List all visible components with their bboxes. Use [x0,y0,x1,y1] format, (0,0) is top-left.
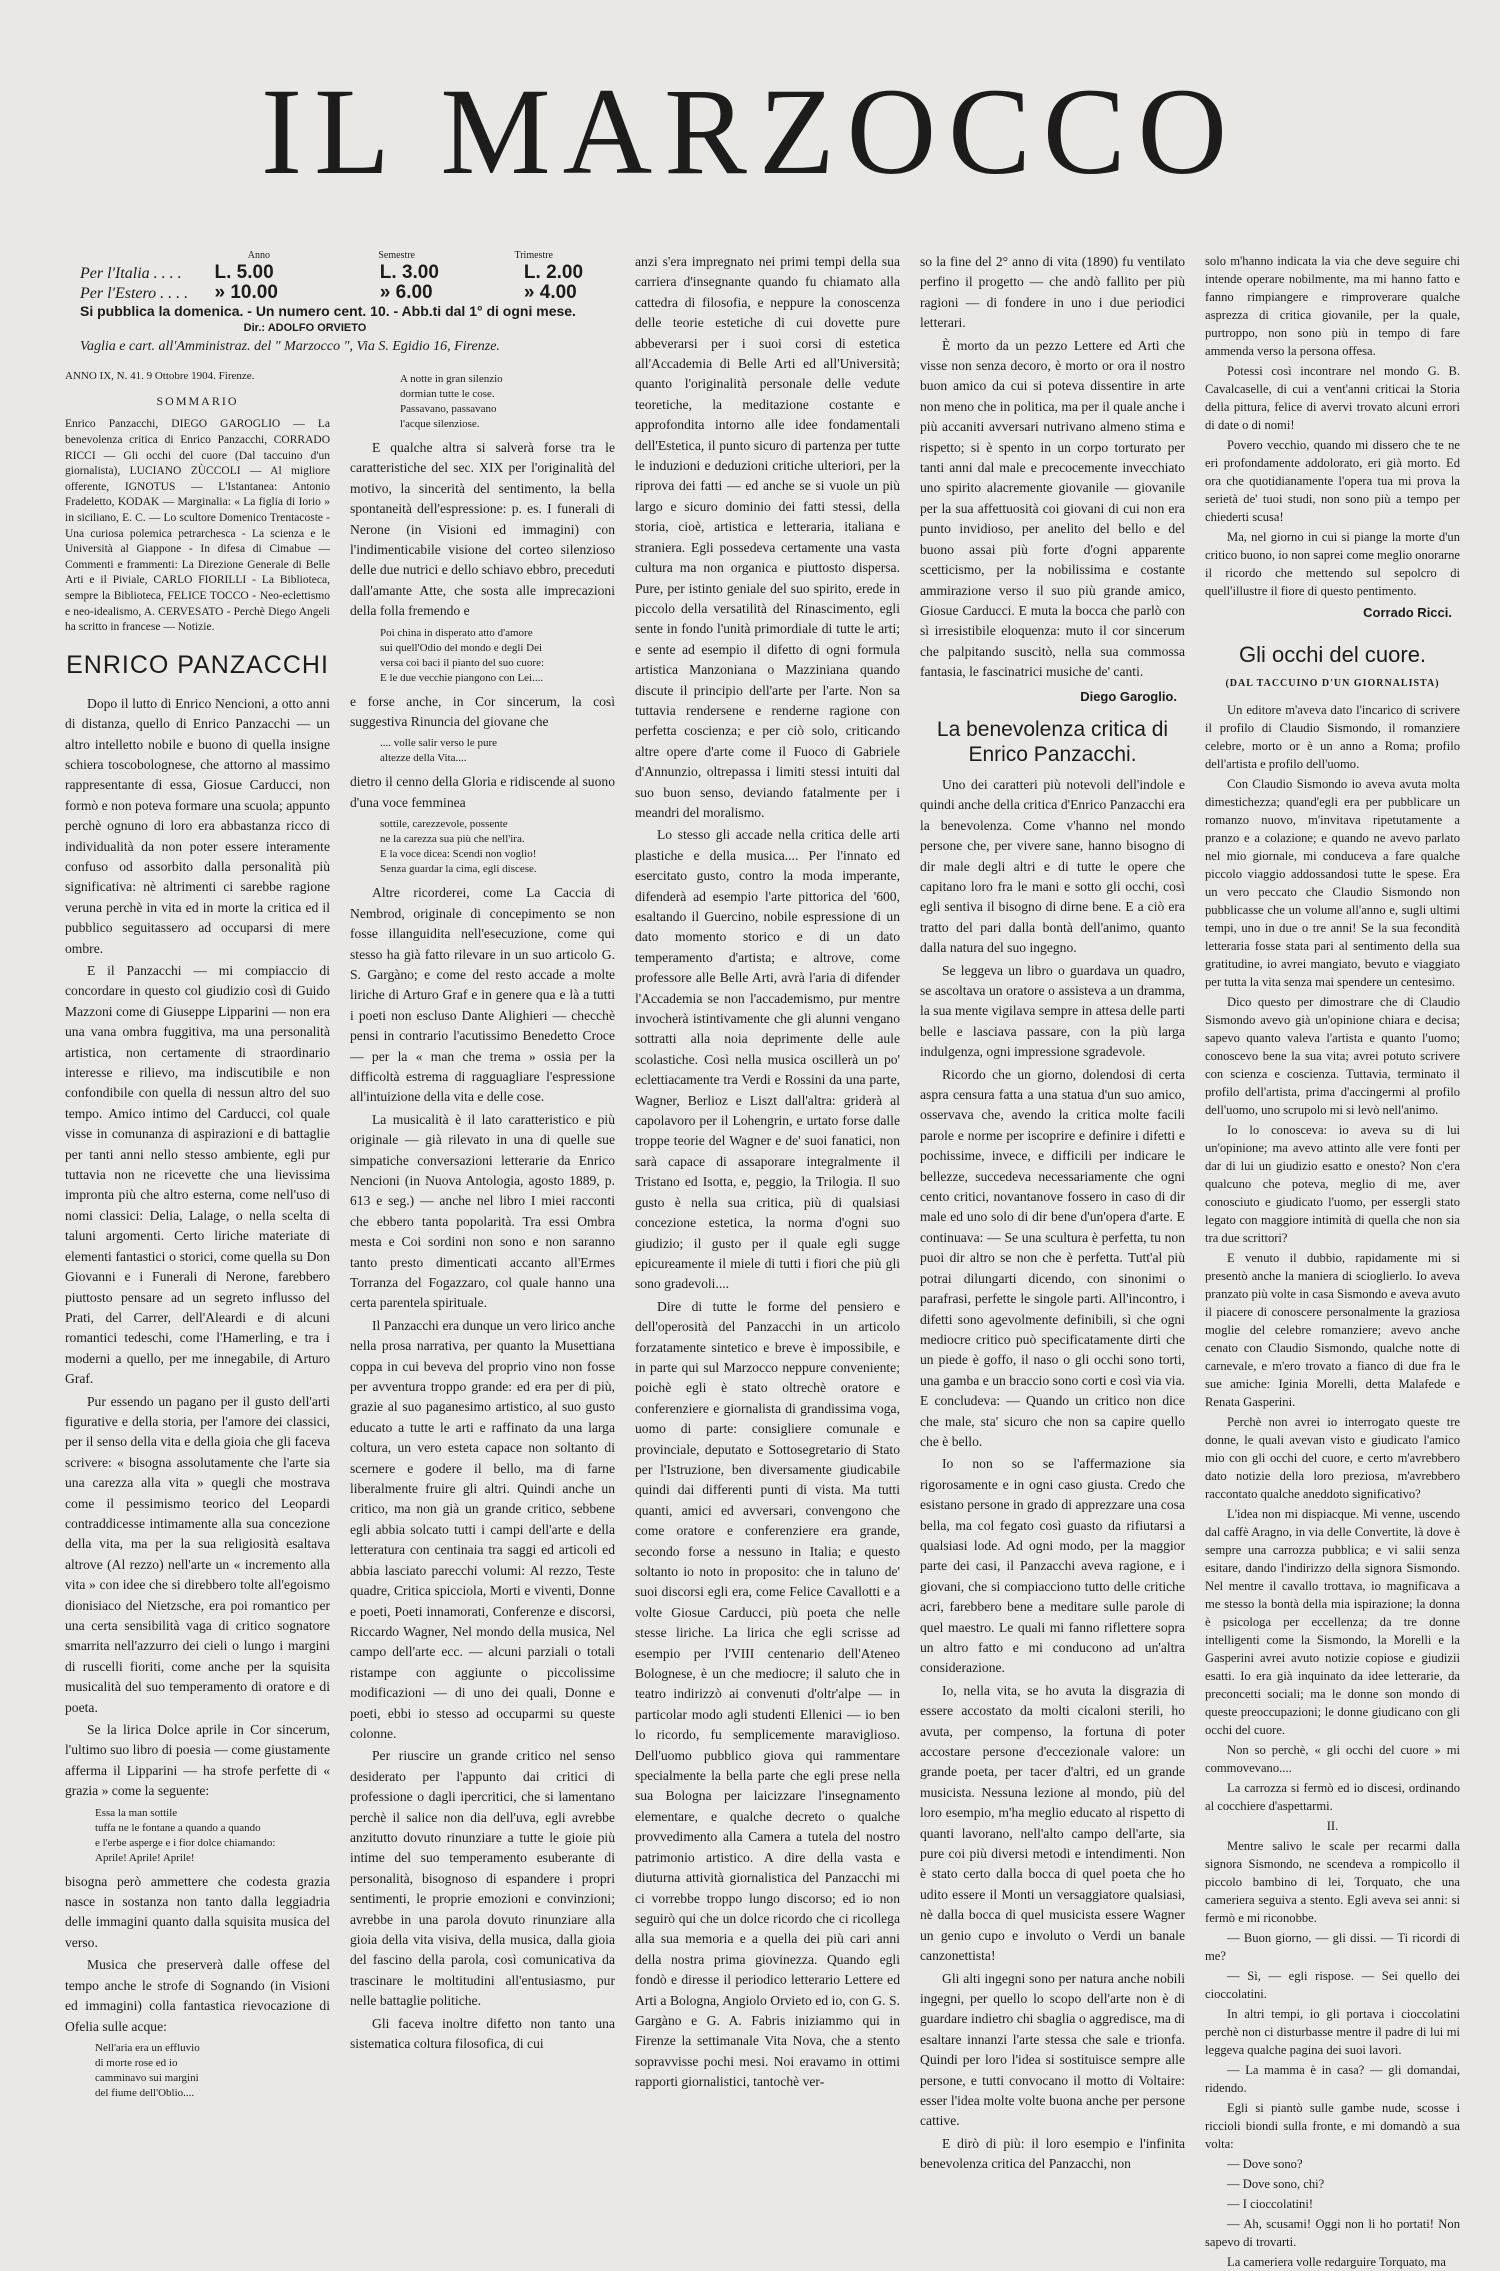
verse-line: A notte in gran silenzio [400,373,503,385]
paragraph: — Ah, scusami! Oggi non li ho portati! Non sapevo di trovarti. [1205,2217,1460,2249]
publish-line: Si pubblica la domenica. - Un numero cent. 10. - Abb.ti dal 1° di ogni mese. [80,303,576,319]
estero-label: Per l'Estero . . . . [80,285,189,302]
paragraph: Povero vecchio, quando mi dissero che te ne eri profondamente addolorato, eri già morto. Ed ora che quotidianamente l'opera tua mi prova la serietà de' tuoi studi, non sono più a tempo per chiederti scusa! [1205,438,1460,524]
paragraph: e forse anche, in Cor sincerum, la così suggestiva Rinuncia del giovane che [350,693,615,730]
verse-block [380,626,615,686]
verse-line: e l'erbe asperge e i fior dolce chiamando: [95,1836,276,1849]
paragraph: Gli faceva inoltre difetto non tanto una sistematica coltura filosofica, di cui [350,2015,615,2052]
paragraph: Musica che preserverà dalle offese del tempo anche le strofe di Sognando (in Visioni ed immagini) colla fantastica rievocazione di Ofelia sulle acque: [65,1957,330,2034]
sommario-title: SOMMARIO [156,394,239,408]
column-5 [1205,252,1460,2269]
paragraph: anzi s'era impregnato nei primi tempi della sua carriera d'insegnante quando fu chiamato alla cattedra di filosofia, e neppure la conoscenza delle teorie estetiche di cui dovette pure abbeverarsi per i suoi corsi di estetica all'Accademia di Belle Arti ed all'Università; quanto l'originalità personale delle vedute teoretiche, la meditazione costante e approfondita intorno alle idee fondamentali dell'Estetica, il punto sicuro di partenza per tutte le induzioni e deduzioni critiche ulteriori, per la riprova dei fatti — ed anche se si vuole un più largo e sicuro dominio dei fatti stessi, della storia, cioè, artistica e letteraria, italiana e straniera. Egli possedeva certamente una vasta cultura ma non organica e piuttosto dispersa. Pure, per istinto geniale del suo spirito, erede in piccolo della versatilità del Rinascimento, egli sente in fondo l'unità primordiale di tutte le arti; e sente ad esempio il difetto di ogni formula artistica Manzoniana o Mazziniana quando discute il principio dell'arte per l'arte. Non sa tuttavia rendersene e renderne ragione con perfetta coscienza; e per ciò solo, criticando altre opere d'arte come il Fuoco di Gabriele d'Annunzio, oltrepassa i limiti stessi intuiti dal suo buon senso, deviando fatalmente per i meandri del moralismo. [635,254,900,820]
sommario-text: Enrico Panzacchi, DIEGO GAROGLIO — La benevolenza critica di Enrico Panzacchi, CORRADO RICCI — Gli occhi del cuore (Dal taccuino d'un giornalista), LUCIANO ZÙCCOLI — Al migliore offerente, IGNOTUS — L'Istantanea: Antonio Fradeletto, KODAK — Marginalia: « La figlia di Iorio » in siciliano, E. C. — Lo scultore Domenico Trentacoste - Una curiosa polemica petrarchesca - La scienza e le Università al Giappone - In difesa di Cimabue — Commenti e frammenti: La Direzione Generale di Belle Arti e il Piviale, CARLO FIORILLI - La Biblioteca, sempre la Biblioteca, FELICE TOCCO - Neo-eclettismo e neo-idealismo, A. CERVESATO - Perchè Diego Angeli ha scritto in francese — Notizie. [65,418,330,634]
paragraph: Gli alti ingegni sono per natura anche nobili ingegni, per quello lo scopo dell'arte non è di guardare indietro chi sbaglia o aggredisce, ma di esaltare innanzi l'arte stessa che sale e trionfa. Quindi per loro l'idea si sostituisce sempre alle persone, e tutti convocano il motto di Voltaire: esser l'idea molte volte buona anche per persone cattive. [920,1970,1185,2129]
verse-block [95,1806,330,1866]
paragraph: E venuto il dubbio, rapidamente mi si presentò anche la maniera di scioglierlo. Io aveva pranzato più volte in casa Sismondo e aveva avuto il piacere di conoscere personalmente la graziosa moglie del celebre romanziere; avevo anche cenato con Claudio Sismondo, qualche notte di carnevale, e m'ero trovato a fianco di due fra le sue amiche: Iginia Morelli, detta Malafede e Renata Gasperini. [1205,1251,1460,1409]
paragraph: Con Claudio Sismondo io aveva avuta molta dimestichezza; quand'egli era per pubblicare un romanzo nuovo, m'invitava ripetutamente a pranzo e a colazione; e quando ne avevo parlato nel mio giornale, mi conduceva a fare qualche piccolo viaggio addossandosi tutte le spese. Era un vero peccato che Claudio Sismondo non pubblicasse che un volume all'anno e, sugli ultimi tempi, uno in due o tre anni! Se la sua fecondità letteraria fosse stata pari al sentimento della sua gratitudine, io avrei mangiato, bevuto e viaggiato per tutta la vita senza mai spendere un centesimo. [1205,777,1460,989]
verse-line: Passavano, passavano [400,403,497,415]
paragraph: Pur essendo un pagano per il gusto dell'arti figurative e della storia, per l'amore dei classici, per il senso della vita e della gioia che gli faceva scrivere: « bisogna assolutamente che l'arte sia una carezza alla vita » quegli che mostrava come il pessimismo teorico del Leopardi contraddicesse intimamente alla sua concezione della vita, ma per la sua religiosità esaltava altrove (Al rezzo) nell'arte un « incremento alla vita » con idee che si direbbero tolte all'egoismo dionisiaco del Nietzsche, era poi romantico per una certa sensibilità vaga di critico sognatore smarrita nell'azzurro dei cieli o lungo i margini di ruscelli fioriti, come anche per la squisita musicalità del suo temperamento di oratore e di poeta. [65,1393,330,1715]
italia-anno: L. 5.00 [214,262,274,283]
paragraph: L'idea non mi dispiacque. Mi venne, uscendo dal caffè Aragno, in via delle Convertite, là dove è sempre una carrozza pubblica; e vi salii senza esitare, dando l'indirizzo della signora Sismondo. Nel mentre il cavallo trottava, io magnificava a me stesso la bontà della mia ispirazione; la donna è psicologa per eccellenza; da tre donne intelligenti come la Sismondo, la Morelli e la Gasperini avrei avuto notizie copiose e giudizii esatti. Io era già inquinato da idee letterarie, da preconcetti sociali; ma le donne son mondo di queste preoccupazioni; le donne giudicano con gli occhi del cuore. [1205,1507,1460,1737]
paragraph: Uno dei caratteri più notevoli dell'indole e quindi anche della critica d'Enrico Panzacchi era la benevolenza. Come v'hanno nel mondo persone che, per vivere sane, hanno bisogno di dir male degli altri e di tutte le opere che capitano loro fra le mani e sotto gli occhi, così egli sentiva il bisogno di dirne bene. E a ciò era tratto del pari dalla bontà dell'animo, quanto dalla natura del suo ingegno. [920,776,1185,956]
verse-block [380,817,615,877]
paragraph: Non so perchè, « gli occhi del cuore » mi commovevano.... [1205,1743,1460,1775]
paragraph: In altri tempi, io gli portava i cioccolatini perchè non ci disturbasse mentre il padre di lui mi leggeva qualche pagina dei suoi lavori. [1205,2007,1460,2057]
director-line: Dir.: ADOLFO ORVIETO [243,322,367,334]
paragraph: dietro il cenno della Gloria e ridiscende al suono d'una voce femminea [350,774,615,810]
row-estero [80,282,620,302]
signature-garoglio: Diego Garoglio. [1080,688,1177,704]
paragraph: — Dove sono, chi? [1227,2177,1325,2191]
issue-info: ANNO IX, N. 41. 9 Ottobre 1904. Firenze. [65,370,255,382]
verse-line: sui quell'Odio del mondo e degli Dei [380,641,543,654]
verse-line: altezze della Vita.... [380,752,467,765]
section-number: II. [1326,1819,1339,1833]
paragraph: Ricordo che un giorno, dolendosi di certa aspra censura fatta a una statua d'un suo amico, osservava che, avendo la critica molte facili parole e norme per iscoprire e definire i difetti e pochissime, invece, e difficili per indicare le bellezze, succedeva necessariamente che ogni cento critici, novantanove fossero in caso di dir male ed uno solo di dir bene d'un'opera d'arte. E continuava: — Se una scultura è perfetta, tu non puoi dir altro se non che è perfetta. Tutt'al più potrai dilungarti dicendo, con sinonimi o parafrasi, perfette le singole parti. All'incontro, i difetti sono agevolmente definibili, sì che ogni mediocre critico può specificatamente dirti che un piede è goffo, il naso o gli occhi sono torti, una gamba e un braccio sono corti e così via via. E concludeva: — Quando un critico non dice che male, sta' sicuro che non sa capire quello che è bello. [920,1066,1185,1449]
italia-semestre: L. 3.00 [379,262,439,283]
paragraph: Dire di tutte le forme del pensiero e dell'operosità del Panzacchi in un articolo forzatamente sintetico e breve è impossibile, e in parte qui sul Marzocco neppure conveniente; poichè egli è stato oltrechè oratore e conferenziere e giornalista di grandissima voga, uomo di parte: consigliere comunale e provinciale, deputato e Sottosegretario di Stato per l'Istruzione, ben diversamente giudicabile quindi dai differenti punti di vista. Ma tutti quanti, amici ed avversari, convengono che come oratore e conferenziere era grande, secondo forse a nessuno in Italia; e questo soltanto io noto in proposito: che in taluno de' suoi discorsi egli era, come Felice Cavallotti e a volte Giosue Carducci, più poeta che nelle stesse liriche. La lirica che egli scrisse ad esempio per l'VIII centenario dell'Ateneo Bolognese, è un che mediocre; il saluto che in teatro indirizzò ai convenuti d'oltr'alpe — in particolar modo agli studenti Ellenici — io ben lo ricordo, fu semplicemente maraviglioso. Dell'uomo pubblico giova qui rammentare specialmente la bella parte che egli prese nella sua Bologna per laicizzare l'insegnamento elementare, e qualche decreto o qualche provvedimento alla Camera a tutela del nostro patrimonio artistico. A dire della vasta e diuturna attività giornalistica del Panzacchi mi ci vorrebbe troppo lungo discorso; ed io non seguirò qui che un dolce ricordo che ci ricollega alla sua memoria e a quella dei più cari anni della nostra prima giovinezza. Quando egli fondò e diresse il periodico letterario Lettere ed Arti a Bologna, Angiolo Orvieto ed io, con G. S. Gargàno e G. A. Fabris iniziammo qui in Firenze la settimanale Vita Nova, che a stento sopravvisse pochi mesi. Noi eravamo in ottimi rapporti giornalistici, tantochè ver- [635,1298,900,2090]
paragraph: Per riuscire un grande critico nel senso desiderato per l'appunto dai critici di professione o dagli ipercritici, che si lamentano perchè il salice non dia dell'uva, egli avrebbe anzitutto dovuto rinunziare a tutte le gioie più intime del suo temperamento esuberante di personalità, bisognoso di espandere i propri sentimenti, le proprie emozioni e convinzioni; avrebbe in una parola dovuto rinunziare alla gioia della vita visiva, della musica, dalla gioia del fascino della parola, così comunicativa da trascinare le moltitudini all'entusiasmo, pur nelle battaglie politiche. [350,1748,615,2009]
masthead-title: IL MARZOCCO [260,63,1240,200]
estero-trimestre: » 4.00 [523,282,577,303]
column-1 [65,368,330,2099]
verse-line: di morte rose ed io [95,2056,178,2069]
article-subtitle-occhi: (DAL TACCUINO D'UN GIORNALISTA) [1225,678,1440,689]
paragraph: so la fine del 2° anno di vita (1890) fu ventilato perfino il progetto — che andò fallito per più ragioni — di fondere in uno i due periodici letterari. [920,254,1185,331]
paragraph: Potessi così incontrare nel mondo G. B. Cavalcaselle, di cui a vent'anni criticai la Storia della pittura, felice di avervi trovato alcuni errori di date o di nomi! [1205,364,1460,432]
verse-line: Nell'aria era un effluvio [95,2041,200,2054]
paragraph: Io, nella vita, se ho avuta la disgrazia di essere accostato da molti cicaloni sterili, ho avuta, per compenso, la fortuna di poter accostare persone d'eccezionale valore: un grande poeta, per tacer d'altri, ed un grande musicista. Nessuna lezione al mondo, più del loro esempio, m'ha meglio educato al rispetto di quanti lavorano, nell'alto campo dell'arte, sia pure coi più diversi metodi e intendimenti. Non è stato certo dalla bocca di quel poeta che ho udito essere il Monti un versaggiatore qualsiasi, nè dalla bocca di quel musicista essere Wagner un genio cupo e involuto o Verdi un banale canzonettista! [920,1682,1185,1964]
verse-line: dormian tutte le cose. [400,388,495,400]
paragraph: Ma, nel giorno in cui si piange la morte d'un critico buono, io non saprei come meglio onorarne il ricordo che mettendo sul sepolcro di quell'illustre il fiore di questo pentimento. [1205,530,1460,598]
paragraph: bisogna però ammettere che codesta grazia nasce in sostanza non tanto dalla leggiadria delle immagini quanto dalla squisita musica del verso. [65,1873,330,1950]
signature-ricci: Corrado Ricci. [1363,605,1452,620]
verse-line: camminavo sui margini [95,2071,199,2084]
verse-line: Essa la man sottile [95,1806,178,1819]
paragraph: Se leggeva un libro o guardava un quadro, se ascoltava un oratore o assisteva a un dramma, la sua mente vigilava sempre in attesa delle parti belle e lasciava passare, con la più larga indulgenza, ogni impressione sgradevole. [920,962,1185,1060]
paragraph: Dopo il lutto di Enrico Nencioni, a otto anni di distanza, quello di Enrico Panzacchi — un altro intelletto nobile e buono di quella insigne schiera toscobolognese, che attorno al massimo rappresentante di essa, Giosue Carducci, non formò e non poteva formare una scuola; appunto perchè ognuno di loro era abbastanza ricco di individualità da non poter essere interamente confuso od assorbito dalla personalità più significativa: nè altrimenti ci sarebbe ragione veruna perchè in vita ed in morte la critica ed il pubblico seguitassero ad occuparsi di mere ombre. [65,695,330,956]
paragraph: Io non so se l'affermazione sia rigorosamente e in ogni caso giusta. Credo che esistano persone in grado di apprezzare una cosa bella, ma col fegato così guasto da rifiutarsi a qualsiasi lode. Ad ogni modo, per la maggior parte dei casi, il Panzacchi aveva ragione, e i giovani, che si compiacciono tutto delle critiche acri, farebbero bene a meditare sulle parole di quel maestro. Le quali mi fanno riflettere sopra un altro fatto e mi conducono ad un'altra considerazione. [920,1456,1185,1676]
paragraph: Egli si piantò sulle gambe nude, scosse i riccioli biondi sulla fronte, e mi domandò a sua volta: [1205,2101,1460,2151]
paragraph: Altre ricorderei, come La Caccia di Nembrod, originale di concepimento se non fosse illanguidita nell'esecuzione, come qui stesso ha già fatto rilevare in un suo articolo G. S. Gargàno; e come del resto accade a molte liriche di Arturo Graf e in genere qua e là a tutti i poeti non escluso Dante Alighieri — checchè pensi in contrario l'acutissimo Benedetto Croce — per la « man che trema » ossia per la difficoltà estrema di ragguagliare l'espressione all'intuizione della vita e delle cose. [350,885,615,1105]
verse-block [380,736,615,766]
paragraph: Se la lirica Dolce aprile in Cor sincerum, l'ultimo suo libro di poesia — come giustamente afferma il Lipparini — ha strofe perfette di « grazia » come la seguente: [65,1722,330,1799]
paragraph: — Buon giorno, — gli dissi. — Ti ricordi di me? [1205,1931,1460,1963]
subscription-headers [80,250,620,262]
estero-semestre: » 6.00 [379,282,433,303]
verse-line: tuffa ne le fontane a quando a quando [95,1821,261,1834]
paragraph: Dico questo per dimostrare che di Claudio Sismondo avevo già un'opinione chiara e decisa; sapevo quanto valeva l'artista e quanto l'uomo; conoscevo bene la sua vita; avrei potuto scrivere con scienza e coscienza. Tuttavia, terminato il profilo dell'artista, prima d'accingermi al profilo dell'uomo, uno scrupolo mi si levò nell'animo. [1205,995,1460,1117]
estero-anno: » 10.00 [214,282,278,303]
verse-line: versa coi baci il pianto del suo cuore: [380,656,545,669]
verse-line: del fiume dell'Oblio.... [95,2086,195,2099]
verse-line: E le due vecchie piangono con Lei.... [380,671,544,684]
paragraph: La musicalità è il lato caratteristico e più originale — già rilevato in una di quelle sue simpatiche conversazioni letterarie da Enrico Nencioni (in Nuova Antologia, agosto 1889, p. 613 e seg.) — anche nel libro I miei racconti che ebbero tanta popolarità. Tra essi Ombra mesta e Coi sordini non sono e non saranno tanto presto dimenticati accanto all'Ermes Torranza del Fogazzaro, col quale hanno una certa parentela spirituale. [350,1111,615,1311]
paragraph: E qualche altra si salverà forse tra le caratteristiche del sec. XIX per l'originalità del motivo, la sincerità del sentimento, la bella spontaneità dell'espressione: p. es. I funerali di Nerone (in Visioni ed immagini) con l'indimenticabile visione del corteo silenzioso delle due nutrici e dello schiavo ebbro, preceduti dall'amante Atte, che sosta alle imprecazioni della folla fremendo e [350,440,615,619]
column-2 [350,368,615,2058]
paragraph: Perchè non avrei io interrogato queste tre donne, le quali avevan visto e giudicato l'amico mio con gli occhi del cuore, e certo m'avrebbero dato notizie della loro preziosa, m'avrebbero raccontato qualche aneddoto significativo? [1205,1415,1460,1501]
italia-trimestre: L. 2.00 [523,262,584,283]
paragraph: Lo stesso gli accade nella critica delle arti plastiche e della musica.... Per l'innato ed esercitato gusto, contro la moda imperante, difenderà ad esempio l'arte pittorica del '600, esaltando il Guercino, nobile espressione di un dato momento storico e di un dato temperamento d'artista; e altrove, come professore alle Belle Arti, avrà l'aria di difender l'Accademia se non l'accademismo, pur mentre invocherà istintivamente che gli alunni vengano sottratti alla noia deprimente delle aule scolastiche. Così nella musica oscillerà un po' eclettiacamente tra Verdi e Rossini da una parte, Wagner, Berlioz e Liszt dall'altra: griderà al capolavoro per il Lohengrin, e urtato forse dalle troppe teorie del Wagner e de' suoi fanatici, non sarà capace di assaporare integralmente il Tristano ed Isotta, e, peggio, la Trilogia. Il suo gusto è nella sua critica, più di qualsiasi concezione estetica, la norma d'ogni suo giudizio; il gusto per il quale egli sugge epicureamente il miele di tutti i fiori che più gli sono gradevoli.... [635,827,900,1292]
paragraph: solo m'hanno indicata la via che deve seguire chi intende operare nobilmente, ma mi hanno fatto e fanno rimpiangere e rimproverare qualche asprezza di critica giovanile, per la quale, purtroppo, non sono più in tempo di fare ammenda verso la persona offesa. [1205,254,1460,358]
paragraph: E dirò di più: il loro esempio e l'infinita benevolenza critica del Panzacchi, non [920,2135,1185,2172]
paragraph: Il Panzacchi era dunque un vero lirico anche nella prosa narrativa, per quanto la Musettiana coppa in cui beveva del proprio vino non fosse per avventura troppo grande: ed era per di più, grazie al suo paganesimo artistico, al suo gusto educato a tutte le arti e raffinato da una larga coltura, un vero esteta capace non soltanto di scernere e godere il bello, ma di farne liberalmente fruire gli altri. Quindi anche un critico, ma non già un grande critico, sebbene egli abbia solcato tutti i campi dell'arte e della letteratura con centinaia tra saggi ed articoli ed abbia lasciato parecchi volumi: Al rezzo, Teste quadre, Critica spicciola, Morti e viventi, Donne e poeti, Poeti innamorati, Conferenze e discorsi, Riccardo Wagner, Nel mondo della musica, Nel campo dell'arte ecc. — alcuni parziali o totali ristampe con aggiunte o piccolissime modificazioni — di uno dei quali, Donne e poeti, ebbi io stesso ad occuparmi su queste colonne. [350,1317,615,1741]
article-title-panzacchi: ENRICO PANZACCHI [66,650,329,679]
paragraph: La cameriera volle redarguire Torquato, ma [1227,2255,1446,2269]
italia-label: Per l'Italia . . . . [80,265,182,282]
verse-line: l'acque silenziose. [400,418,480,430]
address-line: Vaglia e cart. all'Amministraz. del " Marzocco ", Via S. Egidio 16, Firenze. [80,339,500,354]
verse-line: Aprile! Aprile! Aprile! [95,1851,195,1864]
verse-line: Senza guardar la cima, egli discese. [380,863,537,876]
paragraph: Io lo conosceva: io aveva su di lui un'opinione; ma avevo attinto alle vere fonti per dar di lui un giudizio esatto e onesto? Non c'era qualcuno che poteva, meglio di me, aver conosciuto e giudicato l'uomo, per essergli stato legato con maggiore intimità di quella che non sia tra due scrittori? [1205,1123,1460,1245]
verse-block [95,2041,330,2101]
verse-line: Poi china in disperato atto d'amore [380,626,533,639]
paragraph: — I cioccolatini! [1227,2197,1314,2211]
paragraph: — Dove sono? [1227,2157,1303,2171]
header-trimestre: Trimestre [514,250,553,261]
paragraph: — La mamma è in casa? — gli domandai, ridendo. [1205,2063,1460,2095]
header-semestre: Semestre [378,250,415,261]
paragraph: — Sì, — egli rispose. — Sei quello dei cioccolatini. [1205,1969,1460,2001]
column-4 [920,252,1185,2172]
verse-line: E la voce dicea: Scendi non voglio! [380,848,537,861]
verse-block [400,372,615,432]
paragraph: E il Panzacchi — mi compiaccio di concordare in questo col giudizio così di Guido Mazzoni come di Giuseppe Lipparini — non era una vana ombra fuggitiva, ma una personalità artistica, non certamente di straordinario interesse e rilievo, ma indiscutibile e non confondibile con quella di nessun altro del suo tempo. Amico intimo del Carducci, col quale visse in comunanza di aspirazioni e di battaglie per tanti anni nello stesso ambiente, egli pur tuttavia non ne ricevette che una lievissima impronta più che altro esterna, come nell'uso di nomi classici: Delia, Lalage, o nella scelta di taluni argomenti. Certo liriche materiate di elementi fantastici o storici, come quella su Don Giovanni e i Funerali di Nerone, farebbero piuttosto pensare ad un segreto influsso del Prati, del Carrer, dell'Aleardi e di alcuni romantici tedeschi, come l'Hamerling, e tra i moderni a quello, per me innegabile, di Arturo Graf. [65,963,330,1387]
article-title-benevolenza: La benevolenza critica di Enrico Panzacchi. [936,717,1169,766]
paragraph: È morto da un pezzo Lettere ed Arti che visse non senza decoro, è morto or ora il nostro buon amico da cui si poteva dissentire in arte non meno che in politica, ma per il quale anche i più accaniti avversari nutrivano almeno stima e rispetto; si è spento in un corpo torturato per tanti anni dal male e precocemente invecchiato uno spirito alacremente giovanile — giovanile per la sua affettuosità coi giovani di cui non era punto invidioso, per anelito del bello e del buono assai più forte d'ogni apparente scetticismo, per la nobilissima e costante ammirazione verso il suo più grande amico, Giosue Carducci. E muta la bocca che parlò con sì irresistibile eloquenza: muto il cor sincerum che palpitando suscitò, nella sua commossa fantasia, le fascinatrici musiche de' canti. [920,337,1185,680]
article-title-occhi: Gli occhi del cuore. [1238,642,1427,667]
paragraph: La carrozza si fermò ed io discesi, ordinando al cocchiere d'aspettarmi. [1205,1781,1460,1813]
verse-line: ne la carezza sua più che nell'ira. [380,833,525,846]
paragraph: Mentre salivo le scale per recarmi dalla signora Sismondo, ne scendeva a rompicollo il piccolo bambino di lei, Torquato, che una cameriera seguiva a stento. Egli aveva sei anni: si fermò e mi riconobbe. [1205,1839,1460,1925]
subscription-block [80,250,620,355]
header-anno: Anno [247,250,270,261]
row-italia [80,262,620,282]
column-3 [635,252,900,2090]
paragraph: Un editore m'aveva dato l'incarico di scrivere il profilo di Claudio Sismondo, il romanziere celebre, morto or è un anno a Roma; profilo dell'artista e profilo dell'uomo. [1205,703,1460,771]
verse-line: sottile, carezzevole, possente [380,818,508,831]
verse-line: .... volle salir verso le pure [380,737,497,750]
